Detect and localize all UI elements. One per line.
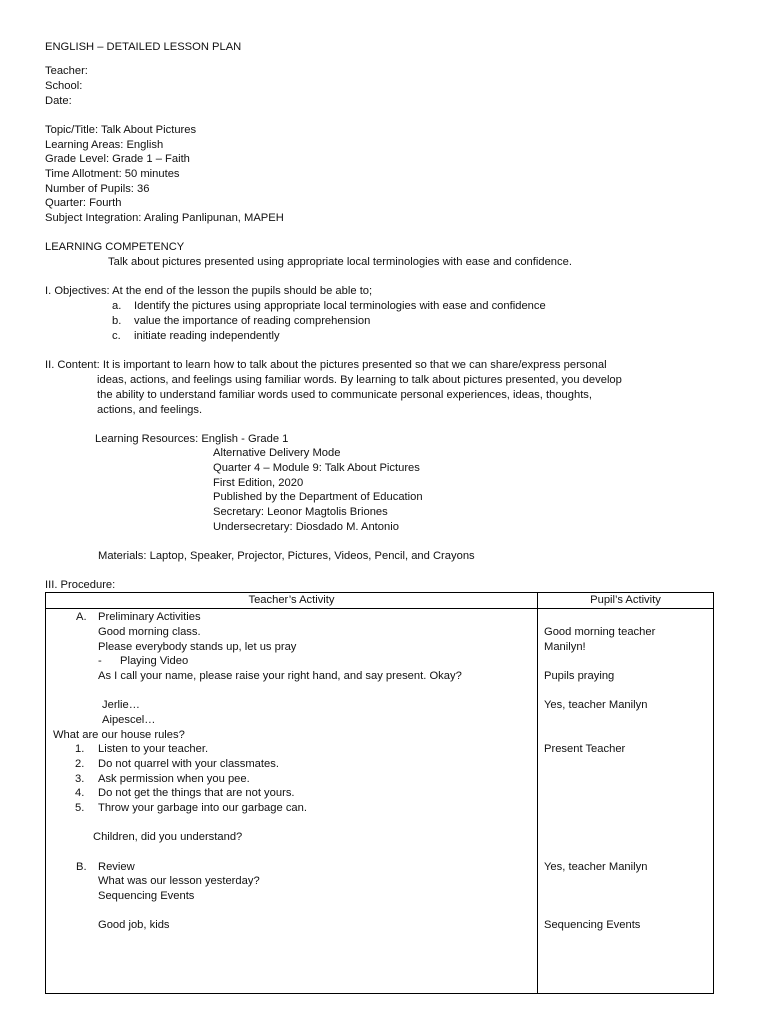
pupil-line: Yes, teacher Manilyn [544, 861, 648, 873]
section-title: Preliminary Activities [98, 611, 201, 623]
teacher-line: What are our house rules? [53, 729, 185, 741]
teacher-line: Sequencing Events [98, 890, 195, 902]
rule-item: Do not get the things that are not yours. [98, 787, 295, 799]
teacher-line: Playing Video [120, 655, 189, 667]
rule-number: 3. [75, 773, 85, 785]
learning-areas-line: Learning Areas: English [45, 139, 164, 151]
resource-line: First Edition, 2020 [213, 477, 304, 489]
section-marker: B. [76, 861, 87, 873]
pupil-line: Manilyn! [544, 641, 586, 653]
teacher-line: As I call your name, please raise your right hand, and say present. Okay? [98, 670, 462, 682]
pupil-line: Yes, teacher Manilyn [544, 699, 648, 711]
objective-item: Identify the pictures using appropriate local terminologies with ease and confidence [134, 300, 546, 312]
teacher-activity-cell [46, 609, 538, 994]
resource-line: Undersecretary: Diosdado M. Antonio [213, 521, 399, 533]
resource-line: Quarter 4 – Module 9: Talk About Pictures [213, 462, 420, 474]
pupil-line: Good morning teacher [544, 626, 656, 638]
rule-number: 2. [75, 758, 85, 770]
materials-line: Materials: Laptop, Speaker, Projector, Pictures, Videos, Pencil, and Crayons [98, 550, 475, 562]
competency-text: Talk about pictures presented using appropriate local terminologies with ease and confidence. [108, 256, 572, 268]
rule-item: Do not quarrel with your classmates. [98, 758, 279, 770]
subject-integration-line: Subject Integration: Araling Panlipunan, MAPEH [45, 212, 284, 224]
table-header-row [46, 593, 714, 609]
competency-heading: LEARNING COMPETENCY [45, 241, 185, 253]
teacher-line: Jerlie… [102, 699, 140, 711]
grade-level-line: Grade Level: Grade 1 – Faith [45, 153, 190, 165]
objective-marker: b. [112, 315, 122, 327]
objective-marker: c. [112, 330, 121, 342]
rule-number: 1. [75, 743, 85, 755]
rule-item: Listen to your teacher. [98, 743, 209, 755]
pupils-count-line: Number of Pupils: 36 [45, 183, 150, 195]
rule-number: 4. [75, 787, 85, 799]
teacher-activity-header: Teacher’s Activity [46, 593, 538, 609]
rule-item: Ask permission when you pee. [98, 773, 250, 785]
content-paragraph-line: actions, and feelings. [97, 404, 203, 416]
objective-item: initiate reading independently [134, 330, 280, 342]
resource-line: Alternative Delivery Mode [213, 447, 341, 459]
content-paragraph-line: ideas, actions, and feelings using familiar words. By learning to talk about pictures presented, you develop [97, 374, 622, 386]
teacher-line: Please everybody stands up, let us pray [98, 641, 297, 653]
content-paragraph-line: the ability to understand familiar words used to communicate personal experiences, ideas, thoughts, [97, 389, 593, 401]
procedure-table [45, 592, 714, 994]
section-marker: A. [76, 611, 87, 623]
section-title: Review [98, 861, 135, 873]
topic-line: Topic/Title: Talk About Pictures [45, 124, 197, 136]
document-title: ENGLISH – DETAILED LESSON PLAN [45, 41, 242, 53]
objective-marker: a. [112, 300, 122, 312]
rule-item: Throw your garbage into our garbage can. [98, 802, 307, 814]
teacher-line: Good morning class. [98, 626, 201, 638]
time-allotment-line: Time Allotment: 50 minutes [45, 168, 180, 180]
objectives-heading: I. Objectives: At the end of the lesson the pupils should be able to; [45, 285, 373, 297]
quarter-line: Quarter: Fourth [45, 197, 122, 209]
resource-line: Published by the Department of Education [213, 491, 423, 503]
learning-resources-label: Learning Resources: English - Grade 1 [95, 433, 289, 445]
resource-line: Secretary: Leonor Magtolis Briones [213, 506, 388, 518]
school-field: School: [45, 80, 83, 92]
procedure-heading: III. Procedure: [45, 579, 116, 591]
pupil-activity-header: Pupil’s Activity [538, 593, 714, 609]
date-field: Date: [45, 95, 72, 107]
table-row [46, 609, 714, 994]
pupil-line: Present Teacher [544, 743, 626, 755]
teacher-line: What was our lesson yesterday? [98, 875, 260, 887]
content-paragraph-line: II. Content: It is important to learn how to talk about the pictures presented so that we can share/express personal [45, 359, 607, 371]
teacher-line: Children, did you understand? [93, 831, 243, 843]
teacher-line: Aipescel… [102, 714, 156, 726]
teacher-field: Teacher: [45, 65, 88, 77]
dash-marker: - [98, 655, 102, 667]
pupil-line: Sequencing Events [544, 919, 641, 931]
objective-item: value the importance of reading comprehension [134, 315, 371, 327]
teacher-line: Good job, kids [98, 919, 170, 931]
pupil-line: Pupils praying [544, 670, 615, 682]
pupil-activity-cell [538, 609, 714, 994]
rule-number: 5. [75, 802, 85, 814]
